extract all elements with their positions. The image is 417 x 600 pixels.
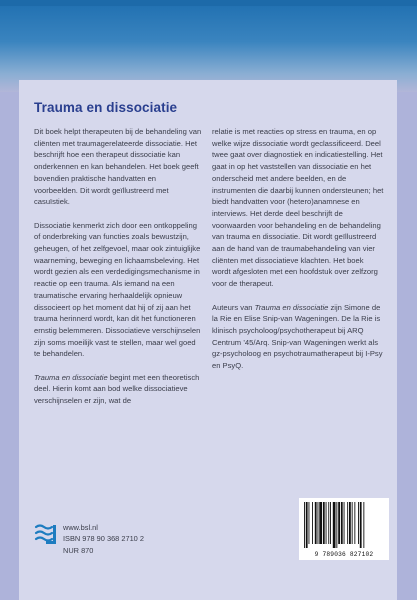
paragraph-structure-start-text: begint met een theoretisch deel. Hierin komt aan bod welke dissociatieve verschijnselen er zijn, wat de [34, 372, 200, 406]
right-column [212, 126, 384, 383]
barcode-bars [303, 502, 385, 548]
paragraph-intro: Dit boek helpt therapeuten bij de behandeling van cliënten met traumagerelateerde dissociatie. Het beschrijft hoe een therapeut dissociatie kan onderkennen en kan behandelen. Het boek geeft bovendien praktische handvatten en voorbeelden. Dit wordt geïllustreerd met casuïstiek. [34, 127, 202, 207]
nur-code: NUR 870 [63, 545, 94, 555]
title-reference: Trauma en dissociatie [34, 372, 108, 382]
barcode [299, 498, 389, 560]
publisher-info [63, 522, 144, 556]
barcode-digits: 9 789036 827102 [314, 551, 374, 558]
title-reference: Trauma en dissociatie [254, 302, 329, 312]
top-strip [0, 0, 417, 6]
paragraph-dissociation: Dissociatie kenmerkt zich door een ontkoppeling of onderbreking van functies zoals bewustzijn, geheugen, of het zelfgevoel, maar ook zintuiglijke waarneming, beweging en lichaamsbeleving. Het wordt gezien als een verdedigingsmechanisme in reactie op een trauma. Als iemand na een traumatische ervaring herhaaldelijk opnieuw dissocieert op het moment dat hij of zij aan het trauma herinnerd wordt, kan dit het functioneren ernstig belemmeren. Dissociatieve verschijnselen zijn soms moeilijk vast te stellen, maar wel goed te behandelen. [34, 220, 201, 359]
top-gradient-band [0, 0, 417, 92]
left-column [34, 126, 202, 419]
isbn: ISBN 978 90 368 2710 2 [63, 534, 144, 544]
publisher-website[interactable]: www.bsl.nl [63, 523, 98, 532]
authors-prefix: Auteurs van [212, 302, 255, 312]
paragraph-structure-end: relatie is met reacties op stress en trauma, en op welke wijze dissociatie wordt geclassificeerd. Deel twee gaat over diagnostiek en indicatiestelling. Het gaat in op het vaststellen van dissociatie en het onderscheid met andere beelden, en de instrumenten die daarbij kunnen ondersteunen; het biedt handvatten voor (hetero)anamnese en interviews. Het derde deel beschrijft de voorwaarden voor behandeling en de behandeling van trauma en dissociatie. Dit wordt geïllustreerd aan de hand van de traumabehandeling van vier cliënten met dissociatieve klachten. Het boek wordt afgesloten met een hoofdstuk over zelfzorg voor de therapeut. [212, 127, 384, 289]
paragraph-structure-start [34, 372, 202, 407]
authors-text: zijn Simone de la Rie en Elise Snip-van Wageningen. De la Rie is klinisch psycholoog/psychotherapeut bij ARQ Centrum ’45/Arq. Snip-van Wageningen werkt als gz-psycholoog en psychotraumatherapeut bij I-Psy en PsyQ. [212, 302, 383, 371]
bsl-logo-icon [34, 522, 58, 546]
book-title: Trauma en dissociatie [34, 100, 178, 115]
paragraph-authors [212, 302, 384, 372]
